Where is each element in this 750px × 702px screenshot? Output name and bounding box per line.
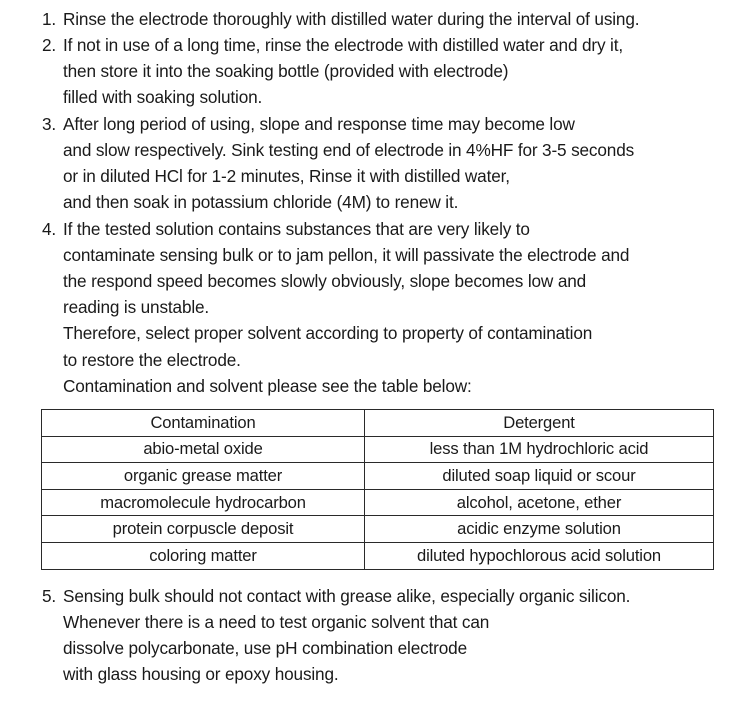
item-text-line: Rinse the electrode thoroughly with distilled water during the interval of using. xyxy=(63,9,640,29)
item-text-line: If not in use of a long time, rinse the electrode with distilled water and dry it, xyxy=(63,35,623,55)
item-text-line: dissolve polycarbonate, use pH combination electrode xyxy=(63,638,467,658)
contamination-table xyxy=(41,409,714,570)
cell-detergent: diluted soap liquid or scour xyxy=(365,463,714,490)
item-text-line: reading is unstable. xyxy=(63,297,210,317)
table-row xyxy=(42,489,714,516)
item-text-line: and then soak in potassium chloride (4M) to renew it. xyxy=(63,192,459,212)
item-text-line: or in diluted HCl for 1-2 minutes, Rinse it with distilled water, xyxy=(63,166,510,186)
cell-detergent: less than 1M hydrochloric acid xyxy=(365,436,714,463)
item-text-line: Sensing bulk should not contact with grease alike, especially organic silicon. xyxy=(63,586,631,606)
item-number: 4. xyxy=(42,219,57,239)
cell-contamination: macromolecule hydrocarbon xyxy=(42,489,365,516)
table-row xyxy=(42,463,714,490)
cell-contamination: organic grease matter xyxy=(42,463,365,490)
item-text-line: Contamination and solvent please see the table below: xyxy=(63,376,472,396)
item-number: 3. xyxy=(42,114,57,134)
cell-detergent: acidic enzyme solution xyxy=(365,516,714,543)
cell-contamination: protein corpuscle deposit xyxy=(42,516,365,543)
table-row xyxy=(42,436,714,463)
item-text-line: If the tested solution contains substances that are very likely to xyxy=(63,219,530,239)
item-number: 1. xyxy=(42,9,57,29)
cell-detergent: diluted hypochlorous acid solution xyxy=(365,542,714,569)
item-text-line: the respond speed becomes slowly obviously, slope becomes low and xyxy=(63,271,587,291)
cell-contamination: coloring matter xyxy=(42,542,365,569)
item-text-line: After long period of using, slope and response time may become low xyxy=(63,114,575,134)
cell-contamination: abio-metal oxide xyxy=(42,436,365,463)
table-row xyxy=(42,542,714,569)
header-detergent: Detergent xyxy=(365,410,714,437)
item-text-line: then store it into the soaking bottle (provided with electrode) xyxy=(63,61,509,81)
item-text-line: and slow respectively. Sink testing end of electrode in 4%HF for 3-5 seconds xyxy=(63,140,635,160)
item-text-line: Whenever there is a need to test organic solvent that can xyxy=(63,612,490,632)
table-header-row xyxy=(42,410,714,437)
item-text-line: Therefore, select proper solvent according to property of contamination xyxy=(63,323,593,343)
table-row xyxy=(42,516,714,543)
item-number: 5. xyxy=(42,586,57,606)
cell-detergent: alcohol, acetone, ether xyxy=(365,489,714,516)
item-text-line: contaminate sensing bulk or to jam pellon, it will passivate the electrode and xyxy=(63,245,630,265)
header-contamination: Contamination xyxy=(42,410,365,437)
item-number: 2. xyxy=(42,35,57,55)
item-text-line: with glass housing or epoxy housing. xyxy=(63,664,339,684)
item-text-line: filled with soaking solution. xyxy=(63,87,263,107)
item-text-line: to restore the electrode. xyxy=(63,350,241,370)
